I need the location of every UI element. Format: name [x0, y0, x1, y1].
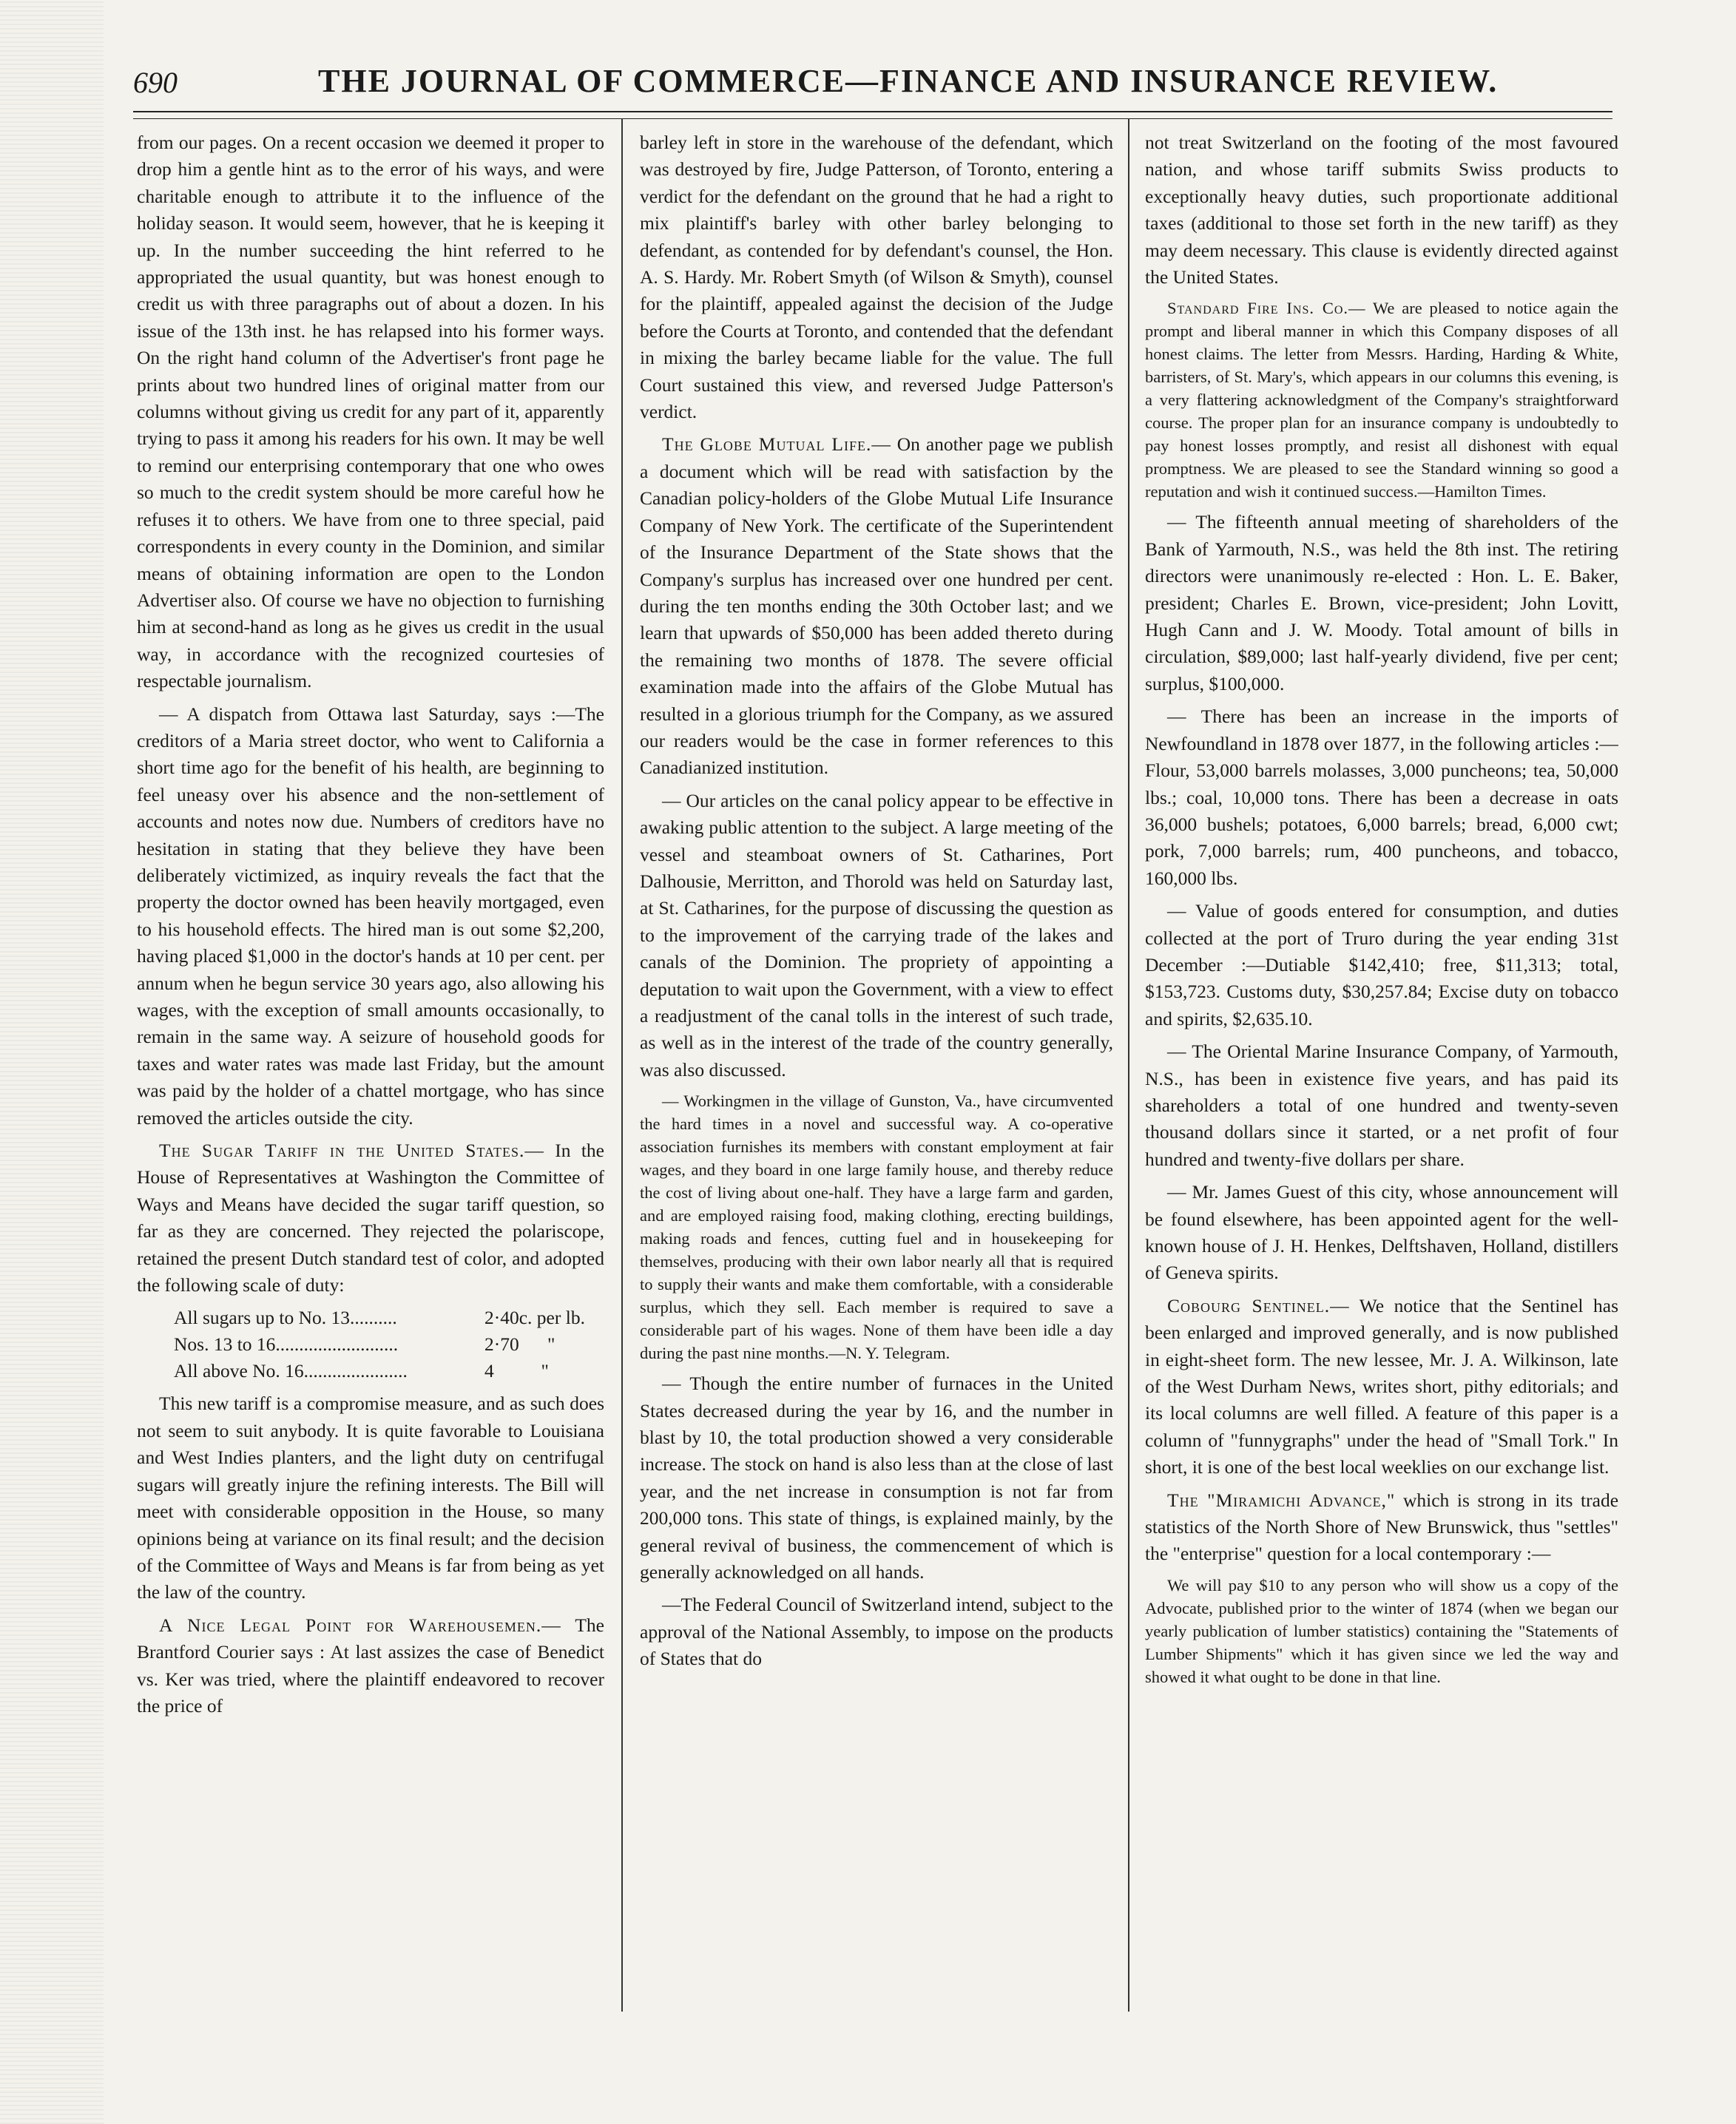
article-paragraph: —The Federal Council of Switzerland intend, subject to the approval of the National Assembly, to impose on the products of States that do	[640, 1594, 1113, 1670]
page-header	[133, 59, 1612, 104]
duty-item: Nos. 13 to 16..........................	[174, 1333, 399, 1356]
article-paragraph: — The fifteenth annual meeting of shareholders of the Bank of Yarmouth, N.S., was held the 8th inst. The retiring directors were unanimously re-elected : Hon. L. E. Baker, president; Charles E. Brown, vice-president; John Lovitt, Hugh Cann and J. W. Moody. Total amount of bills in circulation, $89,000; last half-yearly dividend, five per cent; surplus, $100,000.	[1145, 511, 1618, 694]
article-paragraph: — A dispatch from Ottawa last Saturday, says :—The creditors of a Maria street doctor, who went to California a short time ago for the benefit of his health, are beginning to feel uneasy over his absence and the non-settlement of accounts and notes now due. Numbers of creditors have no hesitation in stating that they believe they have been deliberately victimized, as inquiry reveals the fact that the property the doctor owned has been heavily mortgaged, even to his household effects. The hired man is out some $2,200, having placed $1,000 in the doctor's hands at 10 per cent. per annum when he begun service 30 years ago, also allowing his wages, with the exception of small amounts occasionally, to remain in the same way. A seizure of household goods for taxes and water rates was made last Friday, but the amount was paid by the holder of a chattel mortgage, who has since removed the articles outside the city.	[137, 703, 604, 1129]
page-edge-speckle	[0, 0, 104, 2124]
article-paragraph: — Value of goods entered for consumption, and duties collected at the port of Truro during the year ending 31st December :—Dutiable $142,410; free, $11,313; total, $153,723. Customs duty, $30,257.84; Excise duty on tobacco and spirits, $2,635.10.	[1145, 900, 1618, 1029]
article-paragraph: — There has been an increase in the imports of Newfoundland in 1878 over 1877, in the following articles :—Flour, 53,000 barrels molasses, 3,000 puncheons; tea, 50,000 lbs.; coal, 10,000 tons. There has been a decrease in oats 36,000 bushels; potatoes, 6,000 barrels; bread, 6,000 cwt; pork, 7,000 barrels; rum, 400 puncheons, and tobacco, 160,000 lbs.	[1145, 706, 1618, 889]
duty-row	[174, 1358, 604, 1384]
article-text: On another page we publish a document which will be read with satisfaction by the Canadian policy-holders of the Globe Mutual Life Insurance Company of New York. The certificate of the Superintendent of the Insurance Department of the State shows that the Company's surplus has increased over one hundred per cent. during the ten months ending the 30th October last; and we learn that upwards of $50,000 has been added thereto during the remaining two months of 1878. The severe official examination made into the affairs of the Globe Mutual has resulted in a glorious triumph for the Company, as we assured our readers would be the case in former references to this Canadianized institution.	[640, 433, 1113, 779]
page-number: 690	[133, 66, 178, 99]
article-paragraph: barley left in store in the warehouse of the defendant, which was destroyed by fire, Judge Patterson, of Toronto, entering a verdict for the defendant on the ground that he had a right to mix plaintiff's barley with other barley belonging to defendant, as contended for by defendant's counsel, the Hon. A. S. Hardy. Mr. Robert Smyth (of Wilson & Smyth), counsel for the plaintiff, appealed against the decision of the Judge before the Courts at Toronto, and contended that the defendant in mixing the barley became liable for the value. The full Court sustained this view, and reversed Judge Patterson's verdict.	[640, 132, 1113, 423]
journal-title: THE JOURNAL OF COMMERCE—FINANCE AND INSURANCE REVIEW.	[318, 63, 1499, 99]
article-heading: The Sugar Tariff in the United States.—	[159, 1140, 544, 1162]
duty-rate: 2·40c. per lb.	[484, 1307, 585, 1329]
column-3	[1145, 129, 1618, 1993]
article-text: We notice that the Sentinel has been enlarged and improved generally, and is now published in eight-sheet form. The new lessee, Mr. J. A. Wilkinson, late of the West Durham News, writes short, pithy editorials; and its local columns are well filled. A feature of this paper is a column of "funnygraphs" under the head of "Small Tork." In short, it is one of the best local weeklies on our exchange list.	[1145, 1294, 1618, 1478]
article-paragraph	[1145, 1293, 1618, 1481]
column-divider	[621, 118, 623, 2012]
header-rule	[133, 111, 1612, 112]
duty-row	[174, 1331, 604, 1358]
article-text: We are pleased to notice again the prompt and liberal manner in which this Company disposes of all honest claims. The letter from Messrs. Harding, Harding & White, barristers, of St. Mary's, which appears in our columns this evening, is a very flattering acknowledgment of the Company's straightforward course. The proper plan for an insurance company is undoubtedly to pay honest losses promptly, and resist all dishonest with equal promptness. We are pleased to see the Standard winning so good a reputation and wish it continued success.—Hamilton Times.	[1145, 299, 1618, 501]
article-paragraph	[1145, 297, 1618, 503]
duty-item: All sugars up to No. 13..........	[174, 1307, 397, 1329]
duty-scale-table	[174, 1305, 604, 1384]
duty-rate: 2·70 "	[484, 1333, 555, 1356]
article-paragraph: — Workingmen in the village of Gunston, Va., have circumvented the hard times in a novel and successful way. A co-operative association furnishes its members with constant employment at fair wages, and they board in one large family house, and thereby reduce the cost of living about one-half. They have a large farm and garden, and are employed raising food, making clothing, erecting buildings, making roads and fences, cutting fuel and in housekeeping for themselves, producing with their own labor nearly all that is required to supply their wants and make them comfortable, with a considerable surplus, which they sell. Each member is required to save a considerable part of his wages. None of them have been idle a day during the past nine months.—N. Y. Telegram.	[640, 1092, 1113, 1363]
article-paragraph: — Mr. James Guest of this city, whose announcement will be found elsewhere, has been appointed agent for the well-known house of J. H. Henkes, Delftshaven, Holland, distillers of Geneva spirits.	[1145, 1181, 1618, 1284]
article-paragraph: not treat Switzerland on the footing of the most favoured nation, and whose tariff submits Swiss products to exceptionally heavy duties, such proportionate additional taxes (additional to those set forth in the new tariff) as they may deem necessary. This clause is evidently directed against the United States.	[1145, 132, 1618, 288]
article-paragraph: — The Oriental Marine Insurance Company, of Yarmouth, N.S., has been in existence five years, and has paid its shareholders a total of one hundred and twenty-seven thousand dollars since it started, or a net profit of four hundred and twenty-five dollars per share.	[1145, 1041, 1618, 1170]
article-heading: Standard Fire Ins. Co.—	[1167, 299, 1366, 318]
article-paragraph: — Though the entire number of furnaces in the United States decreased during the year by 16, and the number in blast by 10, the total production showed a very considerable increase. The stock on hand is also less than at the close of last year, and the net increase in consumption is not far from 200,000 tons. This state of things, is explained mainly, by the general revival of business, the commencement of which is generally acknowledged on all hands.	[640, 1373, 1113, 1583]
header-rule-thin	[133, 118, 1612, 119]
duty-row	[174, 1305, 604, 1331]
article-paragraph: We will pay $10 to any person who will show us a copy of the Advocate, published prior to the winter of 1874 (when we began our yearly publication of lumber statistics) containing the "Statements of Lumber Shipments" which it has given since we led the way and showed it what ought to be done in that line.	[1145, 1575, 1618, 1686]
article-paragraph	[137, 1612, 604, 1720]
column-divider	[1128, 118, 1129, 2012]
article-paragraph: This new tariff is a compromise measure, and as such does not seem to suit anybody. It is quite favorable to Louisiana and West Indies planters, and the light duty on centrifugal sugars will greatly injure the refining interests. The Bill will meet with considerable opposition in the House, so many opinions being at variance on its final result; and the decision of the Committee of Ways and Means is far from being as yet the law of the country.	[137, 1393, 604, 1603]
article-heading: The "Miramichi Advance,"	[1167, 1489, 1396, 1511]
article-heading: The Globe Mutual Life.—	[662, 433, 891, 456]
article-paragraph: — Our articles on the canal policy appear to be effective in awaking public attention to the subject. A large meeting of the vessel and steamboat owners of St. Catharines, Port Dalhousie, Merritton, and Thorold was held on Saturday last, at St. Catharines, for the purpose of discussing the question as to the improvement of the carrying trade of the lakes and canals of the Dominion. The propriety of appointing a deputation to wait upon the Government, with a view to effect a readjustment of the canal tolls in the interest of such trade, as well as in the interest of the trade of the country generally, was also discussed.	[640, 789, 1113, 1080]
article-paragraph	[1145, 1487, 1618, 1568]
article-text: The Brantford Courier says : At last assizes the case of Benedict vs. Ker was tried, where the plaintiff endeavored to recover the price of	[137, 1614, 604, 1717]
article-text: In the House of Representatives at Washington the Committee of Ways and Means have decided the sugar tariff question, so far as they are concerned. They rejected the polariscope, retained the present Dutch standard test of color, and adopted the following scale of duty:	[137, 1140, 604, 1296]
article-heading: A Nice Legal Point for Warehousemen.—	[159, 1614, 561, 1636]
column-2	[640, 129, 1113, 1993]
duty-item: All above No. 16......................	[174, 1360, 408, 1382]
article-paragraph	[137, 1137, 604, 1299]
article-paragraph: from our pages. On a recent occasion we deemed it proper to drop him a gentle hint as to the error of his ways, and were charitable enough to attribute it to the influence of the holiday season. It would seem, however, that he is keeping it up. In the number succeeding the hint referred to he appropriated the usual quantity, but was honest enough to credit us with three paragraphs out of about a dozen. In his issue of the 13th inst. he has relapsed into his former ways. On the right hand column of the Advertiser's front page he prints about two hundred lines of original matter from our columns without giving us credit for any part of it, apparently trying to pass it among his readers for his own. It may be well to remind our enterprising contemporary that one who owes so much to the credit system should be more careful how he refuses it to others. We have from one to three special, paid correspondents in every county in the Dominion, and similar means of obtaining information are open to the London Advertiser also. Of course we have no objection to furnishing him at second-hand as long as he gives us credit in the usual way, in accordance with the recognized courtesies of respectable journalism.	[137, 132, 604, 692]
column-1	[137, 129, 604, 1993]
article-paragraph	[640, 431, 1113, 781]
article-heading: Cobourg Sentinel.—	[1167, 1294, 1350, 1316]
duty-rate: 4 "	[484, 1360, 549, 1382]
article-text: which is strong in its trade statistics of the North Shore of New Brunswick, thus "settles" the "enterprise" question for a local contemporary :—	[1145, 1489, 1618, 1565]
